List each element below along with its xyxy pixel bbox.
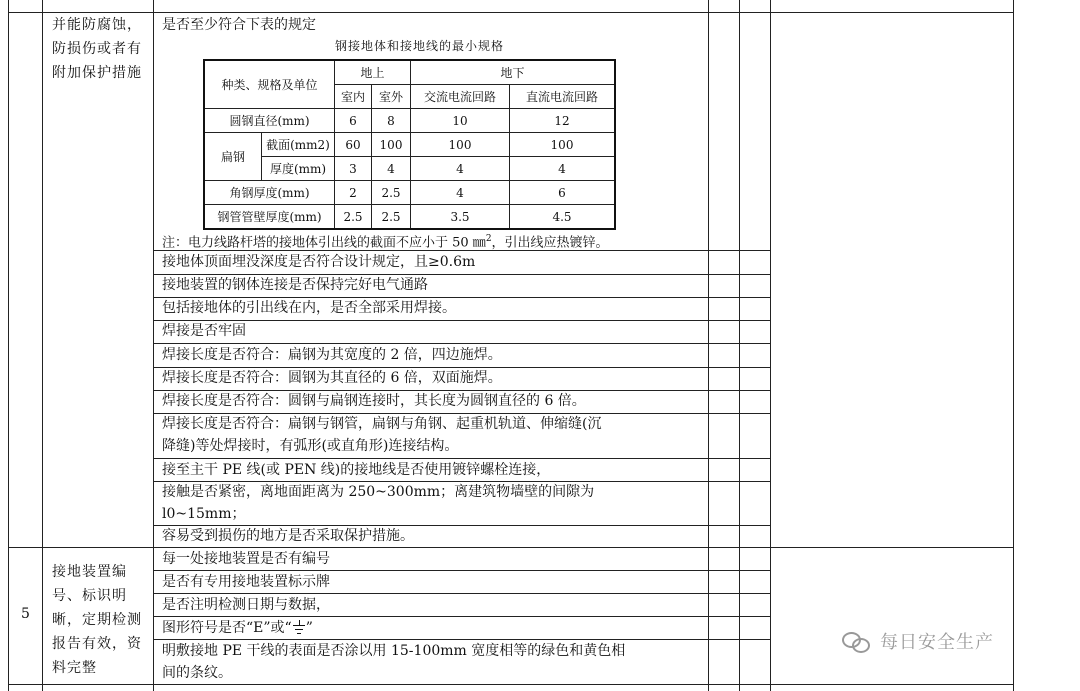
spec-cell: 6 [335, 109, 372, 133]
ground-symbol-icon [292, 620, 306, 636]
check-item: 降缝)等处焊接时，有弧形(或直角形)连接结构。 [162, 438, 459, 454]
check-item: 是否至少符合下表的规定 [162, 17, 316, 33]
spec-header-indoor: 室内 [335, 85, 372, 109]
check-item: 是否注明检测日期与数据， [162, 597, 330, 613]
spec-row-name: 钢管管壁厚度(mm) [204, 205, 335, 230]
spec-cell: 4 [372, 157, 411, 181]
grid-line [42, 0, 43, 691]
check-item: 接触是否紧密，离地面距离为 250~300mm；离建筑物墙壁的间隙为 [162, 484, 595, 500]
grid-line [8, 0, 9, 691]
spec-header-kind: 种类、规格及单位 [204, 60, 335, 109]
spec-cell: 100 [372, 133, 411, 157]
note-prefix: 注：电力线路杆塔的接地体引出线的截面不应小于 50 ㎜ [162, 235, 486, 251]
spec-cell: 100 [411, 133, 510, 157]
grid-line [708, 0, 709, 691]
check-item: 接地体顶面埋没深度是否符合设计规定，且≥0.6m [162, 254, 476, 270]
spec-cell: 2.5 [372, 181, 411, 205]
row-number: 5 [21, 606, 30, 622]
note-superscript: 2 [485, 234, 492, 244]
spec-header-above: 地上 [335, 60, 411, 85]
spec-table-caption: 钢接地体和接地线的最小规格 [335, 39, 505, 53]
check-item: 是否有专用接地装置标示牌 [162, 574, 330, 590]
spec-header-outdoor: 室外 [372, 85, 411, 109]
spec-cell: 2.5 [372, 205, 411, 230]
check-item: 接至主干 PE 线(或 PEN 线)的接地线是否使用镀锌螺栓连接， [162, 462, 551, 478]
spec-row-sub: 截面(mm2) [262, 133, 335, 157]
spec-cell: 8 [372, 109, 411, 133]
check-item: 包括接地体的引出线在内，是否全部采用焊接。 [162, 300, 456, 316]
check-item: 明敷接地 PE 干线的表面是否涂以用 15-100mm 宽度相等的绿色和黄色相 [162, 643, 626, 659]
spec-cell: 10 [411, 109, 510, 133]
check-item: 焊接长度是否符合：扁钢为其宽度的 2 倍，四边施焊。 [162, 347, 502, 363]
spec-row-name: 角钢厚度(mm) [204, 181, 335, 205]
category-cell: 并能防腐蚀，防损伤或者有附加保护措施 [52, 17, 142, 81]
spec-cell: 6 [510, 181, 616, 205]
spec-cell: 4.5 [510, 205, 616, 230]
check-item: 焊接长度是否符合：圆钢与扁钢连接时，其长度为圆钢直径的 6 倍。 [162, 393, 586, 409]
spec-cell: 100 [510, 133, 616, 157]
spec-row-name: 扁钢 [204, 133, 262, 181]
check-item: 接地装置的钢体连接是否保持完好电气通路 [162, 277, 428, 293]
wechat-icon [842, 630, 872, 652]
spec-header-ac: 交流电流回路 [411, 85, 510, 109]
check-item-text: 图形符号是否“E”或“ [162, 620, 292, 636]
spec-cell: 2.5 [335, 205, 372, 230]
check-item [162, 617, 313, 639]
spec-cell: 2 [335, 181, 372, 205]
spec-row-name: 圆钢直径(mm) [204, 109, 335, 133]
note-suffix: ，引出线应热镀锌。 [491, 235, 609, 251]
check-item: 焊接长度是否符合：圆钢为其直径的 6 倍，双面施焊。 [162, 370, 502, 386]
watermark [842, 628, 994, 654]
check-item: 焊接是否牢固 [162, 323, 246, 339]
spec-header-dc: 直流电流回路 [510, 85, 616, 109]
table-bottom-border [8, 684, 1013, 685]
check-item: 间的条纹。 [162, 665, 232, 681]
spec-row-sub: 厚度(mm) [262, 157, 335, 181]
spec-cell: 60 [335, 133, 372, 157]
check-item: 每一处接地装置是否有编号 [162, 551, 330, 567]
check-item: 容易受到损伤的地方是否采取保护措施。 [162, 528, 414, 544]
grid-line [153, 0, 154, 691]
grid-line [770, 0, 771, 691]
check-item: l0~15mm； [162, 506, 246, 522]
spec-table [203, 59, 616, 230]
category-cell: 接地装置编号、标识明晰，定期检测报告有效，资料完整 [52, 564, 142, 676]
section-divider [8, 547, 1013, 548]
grid-line [739, 0, 740, 691]
spec-cell: 4 [411, 157, 510, 181]
table-top-border [8, 12, 1013, 13]
spec-cell: 3.5 [411, 205, 510, 230]
check-item: 焊接长度是否符合：扁钢与钢管，扁钢与角钢、起重机轨道、伸缩缝(沉 [162, 416, 602, 432]
grid-line [1013, 0, 1014, 691]
spec-cell: 12 [510, 109, 616, 133]
watermark-text: 每日安全生产 [880, 632, 994, 653]
spec-header-below: 地下 [411, 60, 616, 85]
check-item-text: ” [305, 620, 313, 636]
spec-cell: 4 [510, 157, 616, 181]
spec-cell: 4 [411, 181, 510, 205]
spec-cell: 3 [335, 157, 372, 181]
